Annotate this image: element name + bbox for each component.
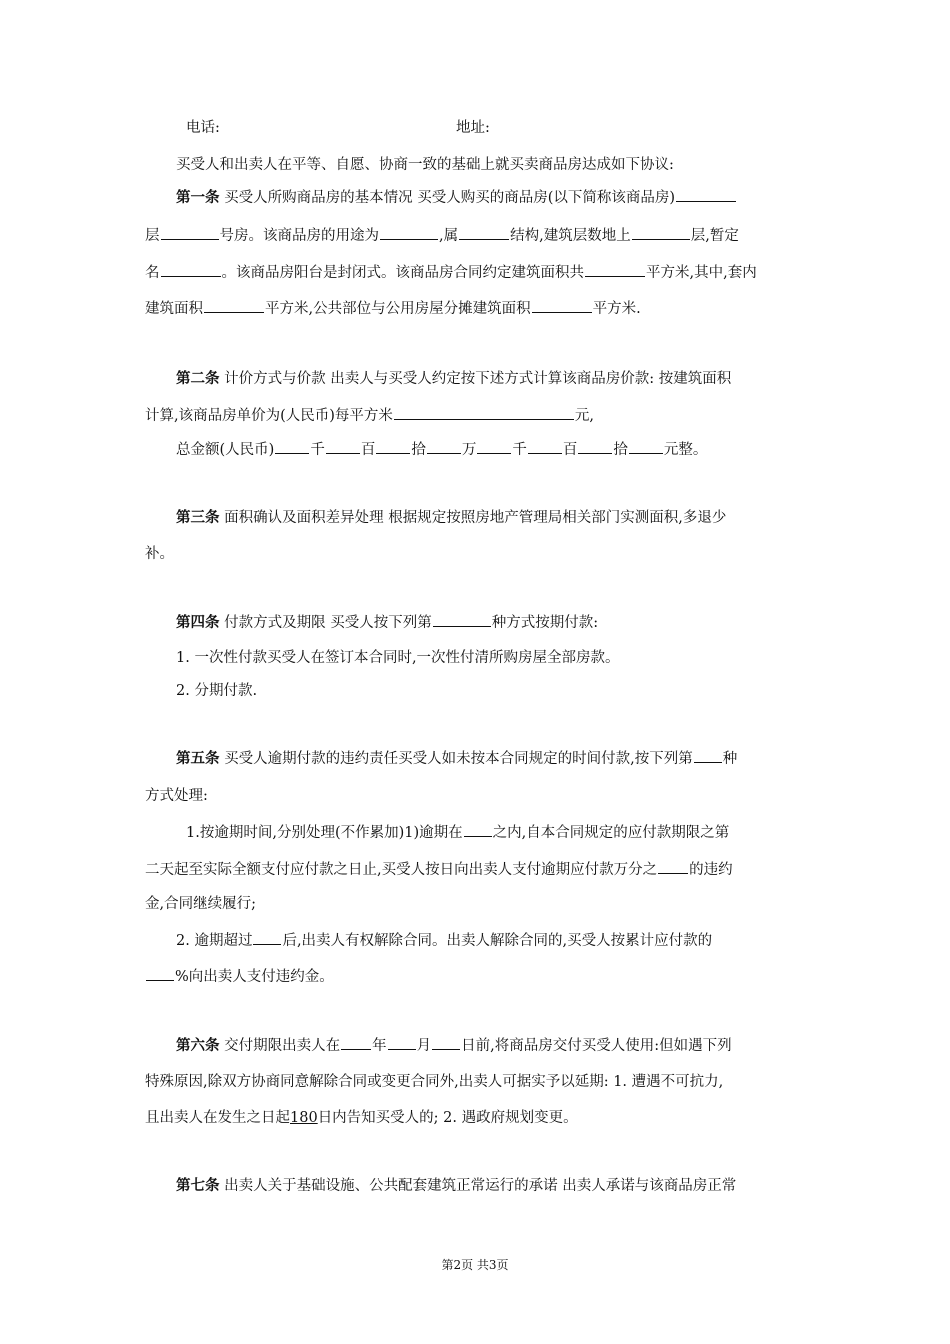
blank-field — [528, 439, 562, 454]
article-6-line-3: 且出卖人在发生之日起180日内告知买受人的; 2. 遇政府规划变更。 — [145, 1110, 578, 1126]
blank-field — [432, 1035, 460, 1050]
article-5-line-3: 1.按逾期时间,分别处理(不作累加)1)逾期在 之内,自本合同规定的应付款期限之第 — [186, 822, 729, 843]
blank-field — [694, 748, 722, 763]
blank-field — [146, 966, 174, 981]
article-5-line-2: 方式处理: — [145, 788, 208, 804]
intro-text: 买受人和出卖人在平等、自愿、协商一致的基础上就买卖商品房达成如下协议: — [176, 157, 674, 173]
article-5-line-6: 2. 逾期超过 后,出卖人有权解除合同。出卖人解除合同的,买受人按累计应付款的 — [176, 930, 712, 951]
blank-field — [388, 1035, 416, 1050]
blank-field — [204, 298, 264, 313]
article-6-line-1: 第六条 交付期限出卖人在 年 月 日前,将商品房交付买受人使用:但如遇下列 — [176, 1035, 732, 1056]
blank-field — [477, 439, 511, 454]
article-6-line-2: 特殊原因,除双方协商同意解除合同或变更合同外,出卖人可据实予以延期: 1. 遭遇不可抗力, — [145, 1074, 724, 1090]
article-7-title: 第七条 — [176, 1178, 220, 1194]
blank-field — [578, 439, 612, 454]
article-5-line-4: 二天起至实际全额支付应付款之日止,买受人按日向出卖人支付逾期应付款万分之 的违约 — [145, 859, 733, 880]
blank-field — [161, 262, 221, 277]
article-4-line-3: 2. 分期付款. — [176, 683, 258, 699]
phone-label: 电话: — [186, 120, 220, 136]
address-label: 地址: — [456, 120, 490, 136]
blank-field — [585, 262, 645, 277]
article-4-line-1: 第四条 付款方式及期限 买受人按下列第 种方式按期付款: — [176, 612, 598, 633]
delay-days-value: 180 — [290, 1110, 318, 1126]
blank-field — [326, 439, 360, 454]
blank-field — [253, 930, 281, 945]
blank-field — [459, 225, 509, 240]
article-5-line-5: 金,合同继续履行; — [145, 896, 256, 912]
blank-field — [532, 298, 592, 313]
article-3-title: 第三条 — [176, 510, 220, 526]
blank-field — [629, 439, 663, 454]
article-1-line-1: 第一条 买受人所购商品房的基本情况 买受人购买的商品房(以下简称该商品房) — [176, 187, 737, 208]
article-7-line-1: 第七条 出卖人关于基础设施、公共配套建筑正常运行的承诺 出卖人承诺与该商品房正常 — [176, 1178, 737, 1194]
blank-field — [380, 225, 438, 240]
blank-field — [464, 822, 492, 837]
blank-field — [275, 439, 309, 454]
blank-field — [676, 187, 736, 202]
article-3-line-1: 第三条 面积确认及面积差异处理 根据规定按照房地产管理局相关部门实测面积,多退少 — [176, 510, 727, 526]
article-5-line-7: %向出卖人支付违约金。 — [145, 966, 334, 987]
blank-field — [341, 1035, 371, 1050]
blank-field — [376, 439, 410, 454]
article-1-line-2: 层 号房。该商品房的用途为 ,属 结构,建筑层数地上 层,暂定 — [145, 225, 739, 246]
page-footer: 第2页 共3页 — [441, 1258, 509, 1272]
blank-field — [433, 612, 491, 627]
article-5-line-1: 第五条 买受人逾期付款的违约责任买受人如未按本合同规定的时间付款,按下列第 种 — [176, 748, 737, 769]
blank-field — [427, 439, 461, 454]
article-4-title: 第四条 — [176, 615, 220, 631]
article-2-line-3: 总金额(人民币) 千 百 拾 万 千 百 拾 元整。 — [176, 439, 707, 460]
article-2-title: 第二条 — [176, 371, 220, 387]
blank-field — [658, 859, 688, 874]
article-4-line-2: 1. 一次性付款买受人在签订本合同时,一次性付清所购房屋全部房款。 — [176, 650, 620, 666]
blank-field — [161, 225, 219, 240]
article-1-line-4: 建筑面积 平方米,公共部位与公用房屋分摊建筑面积 平方米. — [145, 298, 641, 319]
article-6-title: 第六条 — [176, 1038, 220, 1054]
article-2-line-1: 第二条 计价方式与价款 出卖人与买受人约定按下述方式计算该商品房价款: 按建筑面积 — [176, 371, 732, 387]
article-1-line-3: 名 。该商品房阳台是封闭式。该商品房合同约定建筑面积共 平方米,其中,套内 — [145, 262, 757, 283]
blank-field — [632, 225, 690, 240]
article-5-title: 第五条 — [176, 751, 220, 767]
article-1-title: 第一条 — [176, 190, 220, 206]
article-2-line-2: 计算,该商品房单价为(人民币)每平方米 元, — [145, 405, 594, 426]
article-3-line-2: 补。 — [145, 546, 174, 562]
blank-field — [394, 405, 574, 420]
